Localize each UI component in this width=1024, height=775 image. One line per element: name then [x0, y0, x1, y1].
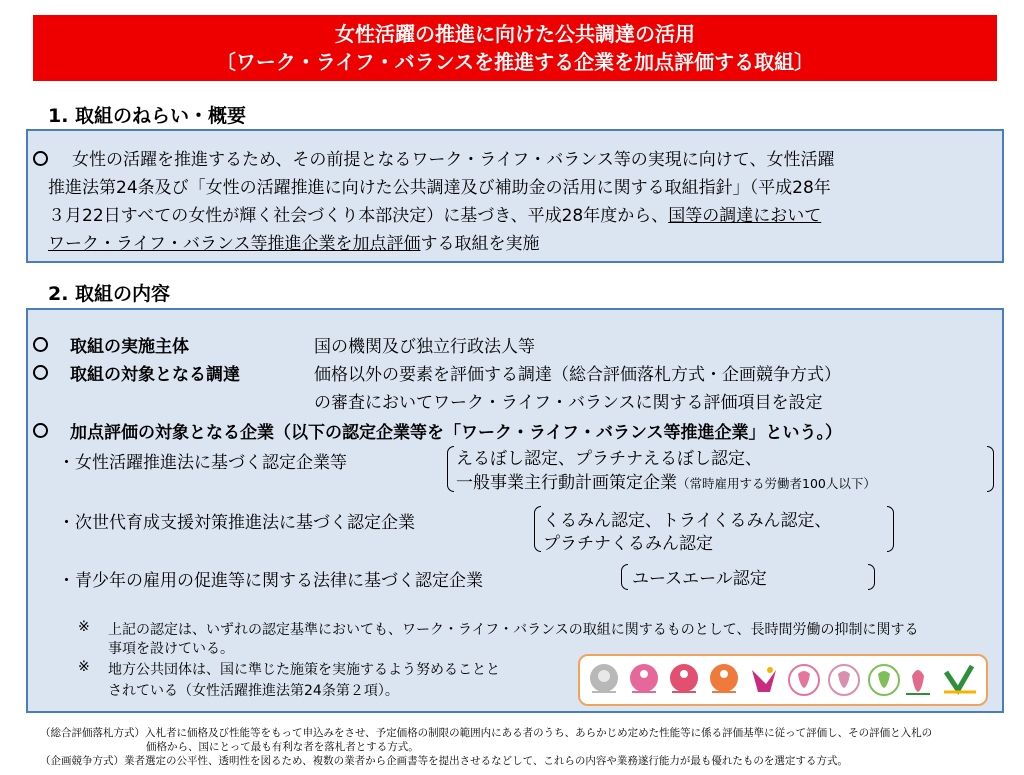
- overview-line-3: [48, 201, 821, 226]
- sub-1-value-2-note: （常時雇用する労働者100人以下）: [677, 476, 876, 491]
- sub-1-value-2: [456, 468, 876, 493]
- eruboshi-orange-icon: [710, 664, 738, 692]
- overview-line-1: 女性の活躍を推進するため、その前提となるワーク・ライフ・バランス等の実現に向けて、女性活躍: [72, 150, 835, 170]
- sub-2-label: ・次世代育成支援対策推進法に基づく認定企業: [58, 513, 415, 533]
- title-banner: [33, 15, 997, 81]
- kurumin-pink-icon: [789, 665, 819, 695]
- bullet-circle-icon: [33, 337, 48, 352]
- close-bracket-icon: [868, 564, 875, 590]
- kurumin-light-icon: [829, 665, 859, 695]
- section-1-heading: 1. 取組のねらい・概要: [48, 105, 247, 127]
- item-2-label: 取組の対象となる調達: [70, 365, 240, 385]
- close-bracket-icon: [887, 506, 894, 552]
- sub-3-value: ユースエール認定: [632, 569, 767, 589]
- eruboshi-rose-icon: [670, 664, 698, 692]
- footnote-2-line-1: （企画競争方式）業者選定の公平性、透明性を図るため、複数の業者から企画書等を提出させるなどして、これらの内容や業務遂行能力が最も優れたものを選定する方式。: [40, 755, 848, 767]
- sub-2-value-1: くるみん認定、トライくるみん認定、: [543, 511, 832, 531]
- note-2-line-2: されている（女性活躍推進法第24条第２項）。: [108, 683, 399, 699]
- note-2-mark: ※: [78, 659, 90, 675]
- platinum-kurumin-icon: [906, 670, 930, 694]
- note-2-line-1: 地方公共団体は、国に準じた施策を実施するよう努めることと: [108, 662, 500, 678]
- sub-3-label: ・青少年の雇用の促進等に関する法律に基づく認定企業: [58, 571, 483, 591]
- section-2-heading: 2. 取組の内容: [48, 283, 171, 305]
- note-1-line-2: 事項を設けている。: [108, 641, 234, 657]
- youth-yell-icon: [944, 666, 976, 692]
- sub-1-value-1: えるぼし認定、プラチナえるぼし認定、: [456, 449, 762, 469]
- kurumin-green-icon: [869, 665, 899, 695]
- overview-line-3-underlined: 国等の調達において: [668, 206, 822, 226]
- item-2-value-1: 価格以外の要素を評価する調達（総合評価落札方式・企画競争方式）: [314, 365, 841, 385]
- sub-1-value-2-text: 一般事業主行動計画策定企業: [456, 473, 677, 493]
- certification-logos-strip: [580, 656, 986, 704]
- open-bracket-icon: [447, 446, 454, 492]
- item-3-label: 加点評価の対象となる企業（以下の認定企業等を「ワーク・ライフ・バランス等推進企業」という。）: [70, 423, 842, 443]
- eruboshi-silver-icon: [590, 664, 618, 692]
- overview-line-4-underlined: ワーク・ライフ・バランス等推進企業を加点評価: [48, 234, 421, 254]
- item-1-value: 国の機関及び独立行政法人等: [314, 337, 535, 357]
- bullet-circle-icon: [33, 151, 48, 166]
- overview-line-4: [48, 229, 539, 254]
- certification-logos: [578, 654, 988, 706]
- close-bracket-icon: [987, 446, 994, 492]
- open-bracket-icon: [621, 564, 628, 590]
- bullet-circle-icon: [33, 365, 48, 380]
- overview-box: [26, 129, 1004, 263]
- title-line-1: 女性活躍の推進に向けた公共調達の活用: [335, 22, 695, 46]
- overview-line-2: 推進法第24条及び「女性の活躍推進に向けた公共調達及び補助金の活用に関する取組指針」（平成28年: [48, 178, 831, 198]
- footnote-1-line-2: 価格から、国にとって最も有利な者を落札者とする方式。: [146, 741, 419, 753]
- sub-1-label: ・女性活躍推進法に基づく認定企業等: [58, 453, 347, 473]
- bullet-circle-icon: [33, 423, 48, 438]
- eruboshi-pink-icon: [630, 664, 658, 692]
- item-2-value-2: の審査においてワーク・ライフ・バランスに関する評価項目を設定: [314, 393, 823, 413]
- footnote-1-line-1: （総合評価落札方式）入札者に価格及び性能等をもって申込みをさせ、予定価格の制限の範囲内にある者のうち、あらかじめ定めた性能等に係る評価基準に従って評価し、その評価と入札の: [40, 727, 933, 739]
- sub-2-value-2: プラチナくるみん認定: [543, 534, 713, 554]
- note-1-mark: ※: [78, 619, 90, 635]
- content-box: [26, 308, 1004, 713]
- eruboshi-platinum-icon: [752, 667, 776, 692]
- note-1-line-1: 上記の認定は、いずれの認定基準においても、ワーク・ライフ・バランスの取組に関するものとして、長時間労働の抑制に関する: [108, 622, 919, 638]
- overview-line-4-text: する取組を実施: [420, 234, 540, 254]
- title-line-2: 〔ワーク・ライフ・バランスを推進する企業を加点評価する取組〕: [215, 50, 815, 74]
- open-bracket-icon: [534, 506, 541, 552]
- overview-line-3-text: ３月22日すべての女性が輝く社会づくり本部決定）に基づき、平成28年度から、: [48, 206, 669, 226]
- item-1-label: 取組の実施主体: [70, 337, 189, 357]
